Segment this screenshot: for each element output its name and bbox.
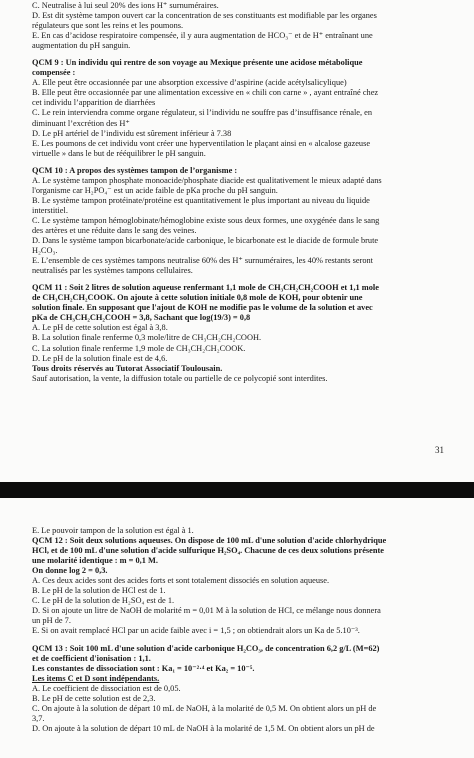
answer-line: A. Le système tampon phosphate monoacide/phosphate diacide est qualitativement le mieux adapté dans: [32, 175, 382, 185]
answer-line: 3,7.: [32, 713, 45, 723]
answer-line: H₂CO₃.: [32, 246, 58, 256]
question-9: [32, 58, 450, 158]
question-title-line: QCM 11 : Soit 2 litres de solution aqueuse renfermant 1,1 mole de CH₃CH₂CH₂COOH et 1,1 mole: [32, 283, 379, 293]
question-13: [32, 644, 450, 734]
question-9-items: [32, 78, 450, 158]
answer-line: neutralisés par les systèmes tampons cellulaires.: [32, 266, 193, 276]
answer-line: A. Ces deux acides sont des acides forts et sont totalement dissociés en solution aqueuse.: [32, 576, 330, 586]
answer-line: A. Elle peut être occasionnée par une absorption excessive d’aspirine (acide acétylsalicylique): [32, 78, 347, 88]
question-title-line: QCM 10 : A propos des systèmes tampon de l’organisme :: [32, 165, 238, 175]
previous-question-last-item: E. Le pouvoir tampon de la solution est égal à 1.: [32, 526, 194, 535]
answer-line: virtuelle » dans le but de rééquilibrer le pH sanguin.: [32, 148, 206, 158]
previous-question-items: [32, 1, 450, 51]
answer-line: B. Le système tampon protéinate/protéine est quantitativement le plus important au niveau du liquide: [32, 195, 370, 205]
document-page-lower: [0, 498, 474, 758]
answer-line: des artères et une réduite dans le sang des veines.: [32, 225, 197, 235]
question-title-line: de CH₃CH₂CH₂COOK. On ajoute à cette solution initiale 0,8 mole de KOH, pour obtenir une: [32, 293, 363, 303]
question-title-line: On donne log 2 = 0,3.: [32, 566, 108, 576]
answer-line: l'organisme car H₂PO₄⁻ est un acide faible de pKa proche du pH sanguin.: [32, 185, 278, 195]
page-separator: [0, 482, 474, 498]
question-13-items: [32, 684, 450, 734]
answer-line: D. Le pH artériel de l’individu est sûrement inférieur à 7.38: [32, 128, 232, 138]
rights-notice: Sauf autorisation, la vente, la diffusion totale ou partielle de ce polycopié sont interdites.: [32, 373, 328, 383]
answer-line: B. La solution finale renferme 0,3 mole/litre de CH₃CH₂CH₂COOH.: [32, 333, 262, 343]
answer-line: C. On ajoute à la solution de départ 10 mL de NaOH, à la molarité de 0,5 M. On obtient alors un pH de: [32, 703, 377, 713]
answer-line: C. Le rein interviendra comme organe régulateur, si l’individu ne souffre pas d’insuffisance rénale, en: [32, 108, 373, 118]
answer-line: augmentation du pH sanguin.: [32, 41, 131, 51]
answer-line: A. Le pH de cette solution est égal à 3,8.: [32, 323, 168, 333]
question-10: [32, 166, 450, 277]
question-title-line: et de coefficient d'ionisation : 1,1.: [32, 653, 151, 663]
question-9-title: [32, 58, 450, 78]
answer-line: D. Si on ajoute un litre de NaOH de molarité m = 0,01 M à la solution de HCl, ce mélange nous donnera: [32, 606, 381, 616]
question-title-line: compensée :: [32, 68, 76, 78]
answer-line: D. Dans le système tampon bicarbonate/acide carbonique, le bicarbonate est le diacide de formule brute: [32, 236, 379, 246]
answer-line: un pH de 7.: [32, 616, 71, 626]
question-13-note: Les items C et D sont indépendants.: [32, 673, 160, 683]
question-12-title: [32, 536, 450, 576]
answer-line: E. En cas d’acidose respiratoire compensée, il y aura augmentation de HCO₃⁻ et de H⁺ entraînant une: [32, 31, 373, 41]
rights-notice-title: Tous droits réservés au Tutorat Associatif Toulousain.: [32, 363, 223, 373]
question-title-line: Les constantes de dissociation sont : Ka₁ = 10⁻²·⁴ et Ka₂ = 10⁻⁵.: [32, 663, 255, 673]
answer-line: C. Le système tampon hémoglobinate/hémoglobine existe sous deux formes, une oxygénée dans le sang: [32, 215, 380, 225]
answer-line: E. L’ensemble de ces systèmes tampons neutralise 60% des H⁺ surnuméraires, les 40% restants seront: [32, 256, 374, 266]
page-content-upper: [32, 1, 450, 384]
question-11-items: [32, 323, 450, 363]
question-title-line: une molarité identique : m = 0,1 M.: [32, 556, 158, 566]
question-title-line: pKa de CH₃CH₂CH₂COOH = 3,8, Sachant que log(19/3) = 0,8: [32, 313, 251, 323]
answer-line: C. Le pH de la solution de H₂SO₄ est de 1.: [32, 596, 175, 606]
answer-line: C. Neutralise à lui seul 20% des ions H⁺ surnuméraires.: [32, 1, 219, 10]
answer-line: C. La solution finale renferme 1,9 mole de CH₃CH₂CH₂COOK.: [32, 343, 246, 353]
question-10-title: [32, 166, 450, 176]
answer-line: diminuant l’excrétion des H⁺: [32, 118, 130, 128]
question-10-items: [32, 176, 450, 276]
question-title-line: solution finale. En supposant que l'ajout de KOH ne modifie pas le volume de la solution et avec: [32, 303, 373, 313]
page-number: 31: [435, 445, 444, 455]
question-12: [32, 536, 450, 636]
answer-line: E. Les poumons de cet individu vont créer une hyperventilation le plaçant ainsi en « alcalose gazeuse: [32, 138, 371, 148]
question-title-line: QCM 9 : Un individu qui rentre de son voyage au Mexique présente une acidose métabolique: [32, 58, 363, 68]
question-title-line: QCM 13 : Soit 100 mL d'une solution d'acide carbonique H₂CO₃, de concentration 6,2 g/L (M=62): [32, 643, 380, 653]
answer-line: D. Est dit système tampon ouvert car la concentration de ses constituants est modifiable par les organes: [32, 11, 377, 21]
answer-line: interstitiel.: [32, 205, 68, 215]
answer-line: D. On ajoute à la solution de départ 10 mL de NaOH à la molarité de 1,5 M. On obtient alors un pH de: [32, 723, 375, 733]
answer-line: B. Le pH de cette solution est de 2,3.: [32, 693, 156, 703]
answer-line: B. Elle peut être occasionnée par une alimentation excessive en « chili con carne » , ayant entraîné chez: [32, 88, 379, 98]
page-content-lower: [32, 526, 450, 734]
question-title-line: QCM 12 : Soit deux solutions aqueuses. On dispose de 100 mL d'une solution d'acide chlorhydrique: [32, 536, 387, 546]
answer-line: régulateurs que sont les reins et les poumons.: [32, 21, 184, 31]
answer-line: cet individu l’apparition de diarrhées: [32, 98, 156, 108]
answer-line: B. Le pH de la solution de HCl est de 1.: [32, 586, 166, 596]
question-title-line: HCl, et de 100 mL d'une solution d'acide sulfurique H₂SO₄. Chacune de ces deux solutions présente: [32, 546, 385, 556]
answer-line: E. Si on avait remplacé HCl par un acide faible avec i = 1,5 ; on obtiendrait alors un Ka de 5.10⁻³.: [32, 626, 360, 636]
answer-line: D. Le pH de la solution finale est de 4,6.: [32, 353, 168, 363]
question-11: [32, 283, 450, 363]
answer-line: A. Le coefficient de dissociation est de 0,05.: [32, 683, 181, 693]
question-13-title: [32, 644, 450, 674]
question-12-items: [32, 576, 450, 636]
question-11-title: [32, 283, 450, 323]
